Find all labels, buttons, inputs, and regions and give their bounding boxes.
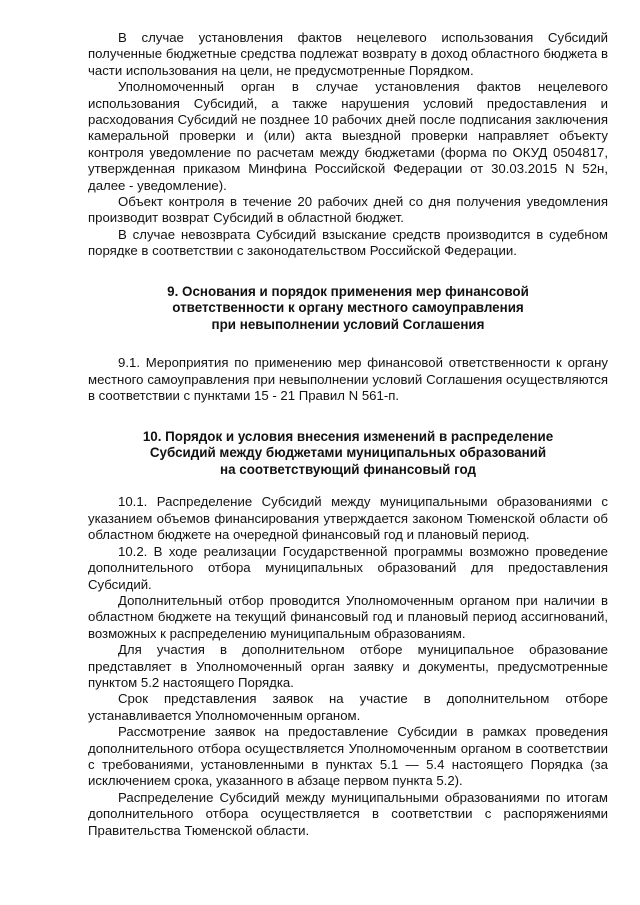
document-page: [88, 30, 608, 839]
section-10-heading: [88, 429, 608, 479]
section-10-heading-line: Субсидий между бюджетами муниципальных образований: [149, 445, 547, 461]
paragraph-refund-term: Объект контроля в течение 20 рабочих дней со дня получения уведомления производит возврат Субсидий в областной бюджет.: [88, 194, 608, 226]
paragraph-deadline: Срок представления заявок на участие в дополнительном отборе устанавливается Уполномоченным органом.: [88, 691, 608, 723]
section-9-heading-line: 9. Основания и порядок применения мер финансовой: [167, 283, 529, 299]
section-10-heading-line: на соответствующий финансовый год: [220, 461, 476, 477]
section-9-heading: [88, 284, 608, 334]
paragraph-9-1: 9.1. Мероприятия по применению мер финансовой ответственности к органу местного самоуправления при невыполнении условий Соглашения осуществляются в соответствии с пунктами 15 - 21 Правил N 561-п.: [88, 355, 608, 404]
section-9-heading-line: при невыполнении условий Соглашения: [211, 316, 485, 332]
paragraph-misuse-refund: В случае установления фактов нецелевого использования Субсидий полученные бюджетные средства подлежат возврату в доход областного бюджета в части использования на цели, не предусмотренные Порядком.: [88, 30, 608, 78]
paragraph-10-1: 10.1. Распределение Субсидий между муниципальными образованиями с указанием объемов финансирования утверждается законом Тюменской области об областном бюджете на очередной финансовый год и плановый период.: [88, 494, 608, 543]
paragraph-review: Рассмотрение заявок на предоставление Субсидии в рамках проведения дополнительного отбора осуществляется Уполномоченным органом в соответствии с требованиями, установленными в пунктах 5.1 — 5.4 настоящего Порядка (за исключением срока, указанного в абзаце первом пункта 5.2).: [88, 724, 608, 789]
paragraph-additional-selection: Дополнительный отбор проводится Уполномоченным органом при наличии в областном бюджете на текущий финансовый год и плановый период ассигнований, возможных к распределению муниципальным образованиям.: [88, 592, 608, 641]
paragraph-court-recovery: В случае невозврата Субсидий взыскание средств производится в судебном порядке в соответствии с законодательством Российской Федерации.: [88, 226, 608, 259]
paragraph-distribution: Распределение Субсидий между муниципальными образованиями по итогам дополнительного отбора осуществляется в соответствии с распоряжениями Правительства Тюменской области.: [88, 789, 608, 838]
paragraph-participation: Для участия в дополнительном отборе муниципальное образование представляет в Уполномоченный орган заявку и документы, предусмотренные пунктом 5.2 настоящего Порядка.: [88, 642, 608, 690]
section-9-heading-line: ответственности к органу местного самоуправления: [172, 300, 524, 316]
paragraph-notification: Уполномоченный орган в случае установления фактов нецелевого использования Субсидий, а также нарушения условий предоставления и расходования Субсидий не позднее 10 рабочих дней после подписания заключения камеральной проверки и (или) акта выездной проверки направляет объекту контроля уведомление по расчетам между бюджетами (форма по ОКУД 0504817, утвержденная приказом Минфина Российской Федерации от 30.03.2015 N 52н, далее - уведомление).: [88, 79, 608, 193]
section-10-heading-line: 10. Порядок и условия внесения изменений в распределение: [142, 428, 554, 444]
paragraph-10-2: 10.2. В ходе реализации Государственной программы возможно проведение дополнительного отбора муниципальных образований для предоставления Субсидий.: [88, 543, 608, 592]
